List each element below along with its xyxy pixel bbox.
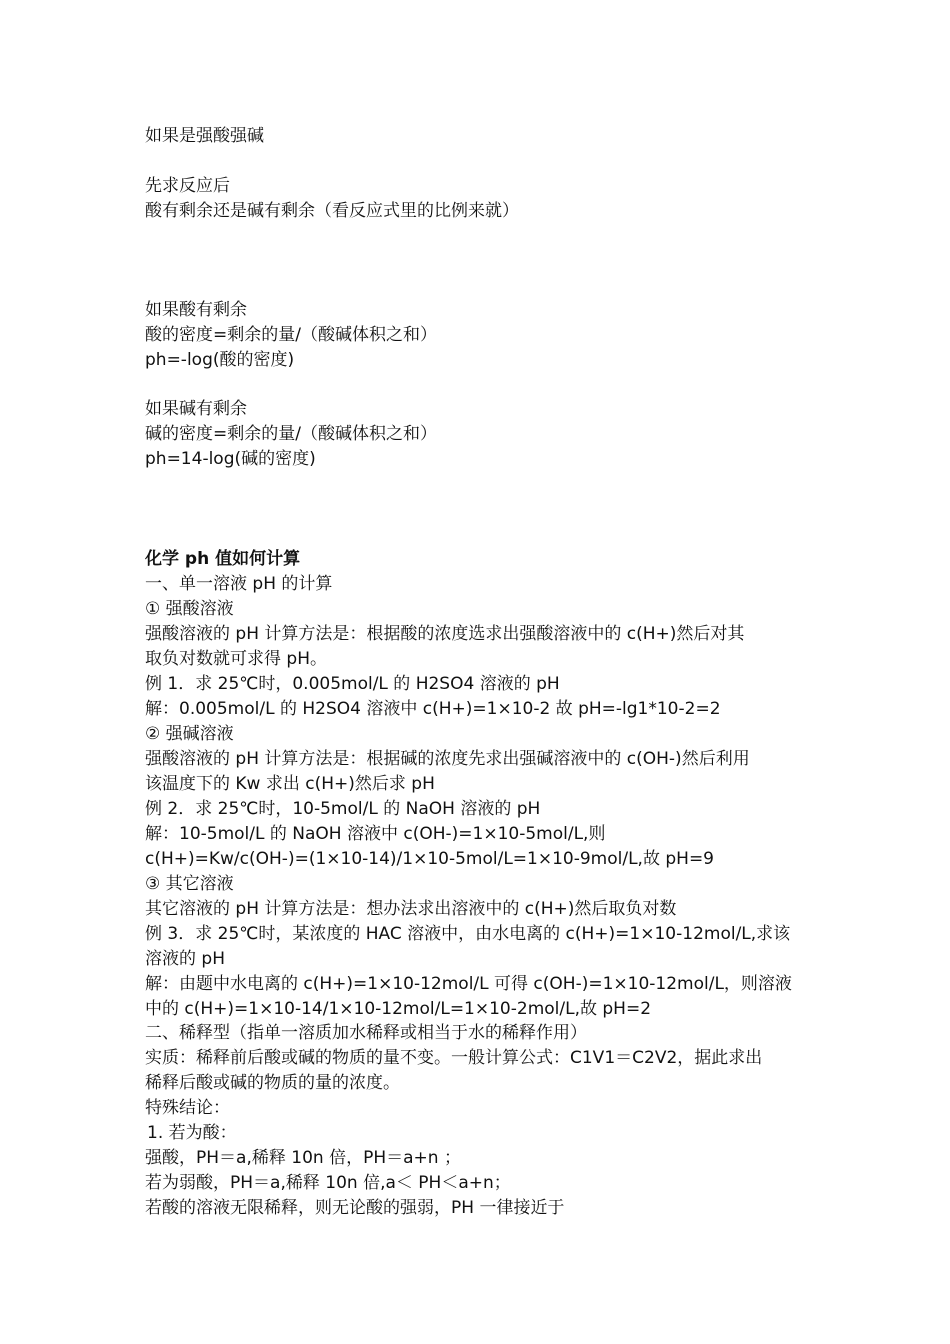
- text-line: 碱的密度=剩余的量/（酸碱体积之和）: [145, 424, 437, 444]
- text-line: 溶液的 pH: [145, 949, 225, 969]
- text-line: 例 2．求 25℃时，10-5mol/L 的 NaOH 溶液的 pH: [145, 799, 541, 819]
- text-line: 稀释后酸或碱的物质的量的浓度。: [145, 1073, 400, 1093]
- text-line: 先求反应后: [145, 176, 230, 196]
- text-line: 如果酸有剩余: [145, 300, 247, 320]
- text-line: 实质：稀释前后酸或碱的物质的量不变。一般计算公式：C1V1＝C2V2，据此求出: [145, 1048, 763, 1068]
- text-line: ② 强碱溶液: [145, 724, 234, 744]
- section-title: 化学 ph 值如何计算: [145, 549, 301, 569]
- text-line: 解：由题中水电离的 c(H+)=1×10-12mol/L 可得 c(OH-)=1×10-12mol/L，则溶液: [145, 974, 792, 994]
- text-line: 其它溶液的 pH 计算方法是：想办法求出溶液中的 c(H+)然后取负对数: [145, 899, 677, 919]
- text-line: 强酸溶液的 pH 计算方法是：根据碱的浓度先求出强碱溶液中的 c(OH-)然后利用: [145, 749, 750, 769]
- text-line: ① 强酸溶液: [145, 599, 234, 619]
- text-line: 1. 若为酸：: [147, 1123, 237, 1143]
- text-line: 一、单一溶液 pH 的计算: [145, 574, 333, 594]
- text-line: 若为弱酸，PH＝a,稀释 10n 倍,a＜ PH＜a+n；: [145, 1173, 511, 1193]
- text-line: ph=14-log(碱的密度): [145, 449, 316, 469]
- text-line: ③ 其它溶液: [145, 874, 234, 894]
- text-line: 强酸溶液的 pH 计算方法是：根据酸的浓度选求出强酸溶液中的 c(H+)然后对其: [145, 624, 745, 644]
- text-line: 特殊结论：: [145, 1098, 230, 1118]
- text-line: 强酸，PH＝a,稀释 10n 倍，PH＝a+n ；: [145, 1148, 461, 1168]
- text-line: 如果是强酸强碱: [145, 126, 264, 146]
- text-line: 例 3．求 25℃时，某浓度的 HAC 溶液中，由水电离的 c(H+)=1×10-12mol/L,求该: [145, 924, 791, 944]
- text-line: 若酸的溶液无限稀释，则无论酸的强弱，PH 一律接近于: [145, 1198, 565, 1218]
- text-line: 中的 c(H+)=1×10-14/1×10-12mol/L=1×10-2mol/L,故 pH=2: [145, 999, 652, 1019]
- text-line: ph=-log(酸的密度): [145, 350, 295, 370]
- text-line: 解：10-5mol/L 的 NaOH 溶液中 c(OH-)=1×10-5mol/L,则: [145, 824, 606, 844]
- text-line: 酸有剩余还是碱有剩余（看反应式里的比例来就）: [145, 201, 519, 221]
- text-line: 例 1．求 25℃时，0.005mol/L 的 H2SO4 溶液的 pH: [145, 674, 560, 694]
- text-line: c(H+)=Kw/c(OH-)=(1×10-14)/1×10-5mol/L=1×10-9mol/L,故 pH=9: [145, 849, 715, 869]
- text-line: 该温度下的 Kw 求出 c(H+)然后求 pH: [145, 774, 435, 794]
- text-line: 取负对数就可求得 pH。: [145, 649, 327, 669]
- text-line: 如果碱有剩余: [145, 399, 247, 419]
- text-line: 解：0.005mol/L 的 H2SO4 溶液中 c(H+)=1×10-2 故 pH=-lg1*10-2=2: [145, 699, 721, 719]
- text-line: 二、稀释型（指单一溶质加水稀释或相当于水的稀释作用）: [145, 1023, 587, 1043]
- text-line: 酸的密度=剩余的量/（酸碱体积之和）: [145, 325, 437, 345]
